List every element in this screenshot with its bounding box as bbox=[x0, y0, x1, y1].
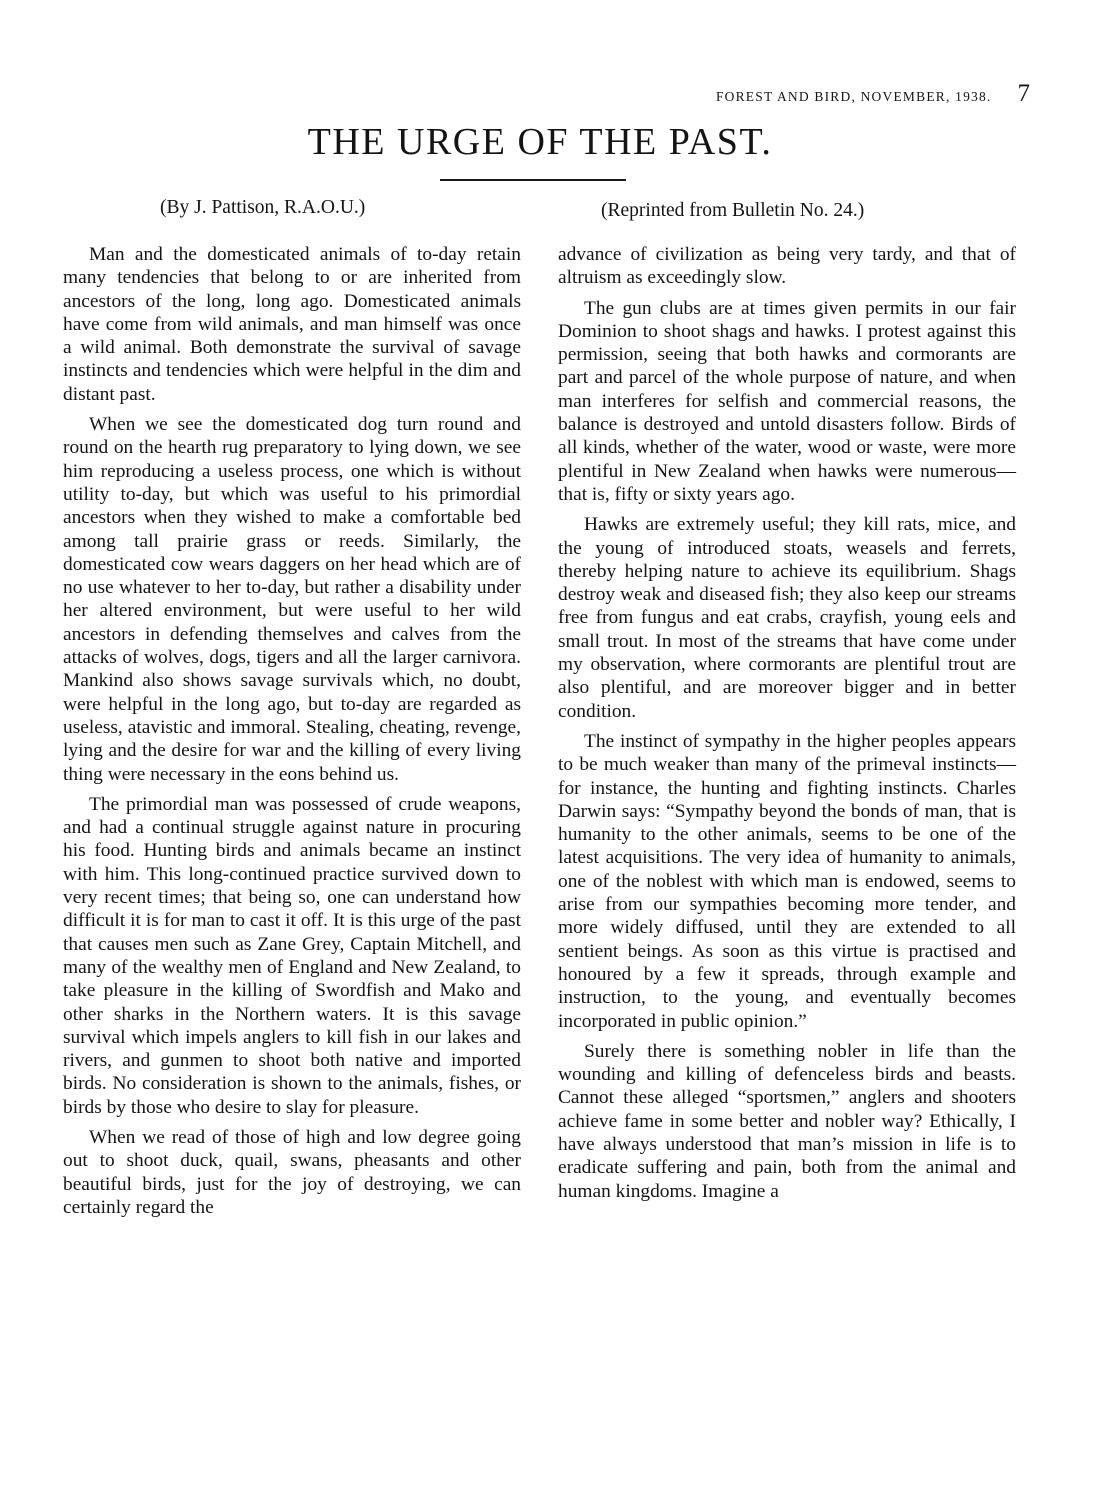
left-column bbox=[63, 243, 521, 1226]
journal-issue-line: FOREST AND BIRD, NOVEMBER, 1938. bbox=[715, 89, 992, 104]
paragraph: Man and the domesticated animals of to-day retain many tendencies that belong to or are inherited from ancestors of the long, long ago. Domesticated animals have come from wild animals, and man himself was once a wild animal. Both demonstrate the survival of savage instincts and tendencies which were helpful in the dim and distant past. bbox=[63, 244, 521, 405]
paragraph-continued: advance of civilization as being very tardy, and that of altruism as exceedingly slow. bbox=[558, 244, 1016, 289]
running-head bbox=[716, 80, 1030, 108]
paragraph: Surely there is something nobler in life than the wounding and killing of defenceless birds and beasts. Cannot these alleged “sportsmen,” anglers and shooters achieve fame in some better and nobler way? Ethically, I have always understood that man’s mission in life is to eradicate suffering and pain, both from the animal and human kingdoms. Imagine a bbox=[558, 1040, 1016, 1202]
paragraph: When we read of those of high and low degree going out to shoot duck, quail, swans, pheasants and other beautiful birds, just for the joy of destroying, we can certainly regard the bbox=[63, 1126, 521, 1218]
paragraph: The instinct of sympathy in the higher peoples appears to be much weaker than many of the primeval instincts—for instance, the hunting and fighting instincts. Charles Darwin says: “Sympathy beyond the bonds of man, that is humanity to the other animals, seems to be one of the latest acquisitions. The very idea of humanity to animals, one of the noblest with which man is endowed, seems to arise from our sympathies becoming more tender, and more widely diffused, until they are extended to all sentient beings. As soon as this virtue is practised and honoured by a few it spreads, through example and instruction, to the young, and eventually becomes incorporated in public opinion.” bbox=[558, 730, 1016, 1032]
reprint-note: (Reprinted from Bulletin No. 24.) bbox=[601, 200, 865, 221]
title-rule bbox=[440, 179, 626, 181]
article-title: THE URGE OF THE PAST. bbox=[307, 121, 773, 163]
paragraph: The gun clubs are at times given permits in our fair Dominion to shoot shags and hawks. I protest against this permission, seeing that both hawks and cormorants are part and parcel of the whole purpose of nature, and when man interferes for selfish and commercial reasons, the balance is destroyed and untold disasters follow. Birds of all kinds, whether of the water, wood or waste, were more plentiful in New Zealand when hawks were numerous—that is, fifty or sixty years ago. bbox=[558, 297, 1016, 505]
right-column bbox=[558, 243, 1016, 1210]
article-byline: (By J. Pattison, R.A.O.U.) bbox=[160, 197, 366, 218]
paragraph: When we see the domesticated dog turn round and round on the hearth rug preparatory to lying down, we see him reproducing a useless process, one which is without utility to-day, but which was useful to his primordial ancestors when they wished to make a comfortable bed among tall prairie grass or reeds. Similarly, the domesticated cow wears daggers on her head which are of no use whatever to her to-day, but rather a disability under her altered environment, but were useful to her wild ancestors in defending themselves and calves from the attacks of wolves, dogs, tigers and all the larger carnivora. Mankind also shows savage survivals which, no doubt, were helpful in the long ago, but to-day are regarded as useless, atavistic and immoral. Stealing, cheating, revenge, lying and the desire for war and the killing of every living thing were necessary in the eons behind us. bbox=[63, 414, 521, 785]
paragraph: The primordial man was possessed of crude weapons, and had a continual struggle against nature in procuring his food. Hunting birds and animals became an instinct with him. This long-continued practice survived down to very recent times; that being so, one can understand how difficult it is for man to cast it off. It is this urge of the past that causes men such as Zane Grey, Captain Mitchell, and many of the wealthy men of England and New Zealand, to take pleasure in the killing of Swordfish and Mako and other sharks in the Northern waters. It is this savage survival which impels anglers to kill fish in our lakes and rivers, and gunmen to shoot both native and imported birds. No consideration is shown to the animals, fishes, or birds by those who desire to slay for pleasure. bbox=[63, 793, 521, 1118]
page-number: 7 bbox=[1017, 80, 1030, 107]
paragraph: Hawks are extremely useful; they kill rats, mice, and the young of introduced stoats, weasels and ferrets, thereby helping nature to achieve its equilibrium. Shags destroy weak and diseased fish; they also keep our streams free from fungus and eat crabs, crayfish, young eels and small trout. In most of the streams that have come under my observation, where cormorants are plentiful trout are also plentiful, and are moreover bigger and in better condition. bbox=[558, 514, 1016, 722]
